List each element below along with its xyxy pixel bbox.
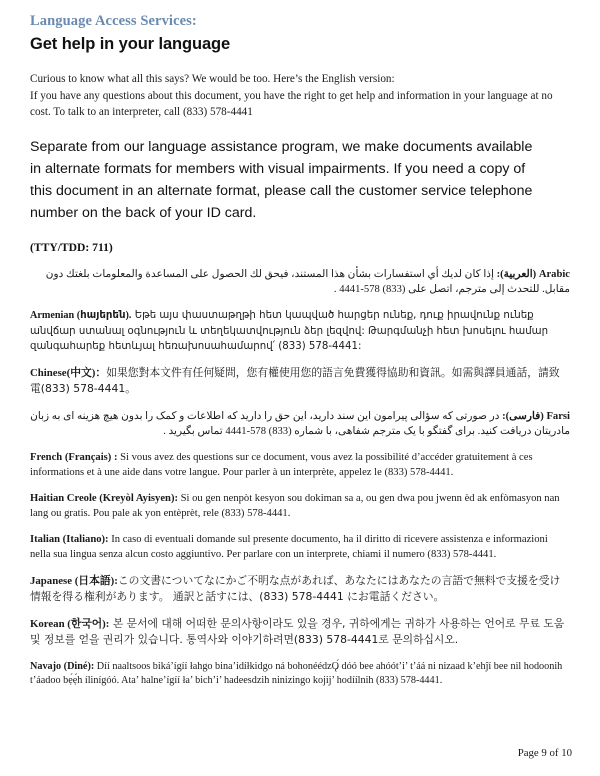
language-block-italian: [30, 532, 570, 562]
language-block-japanese: [30, 573, 570, 605]
language-body-italian: In caso di eventuali domande sul presente documento, ha il diritto di ricevere assistenza e informazioni nella sua lingua senza alcun costo aggiuntivo. Per parlare con un interprete, chiami il numero (833) 578-4441.: [30, 533, 548, 560]
language-body-arabic: إذا كان لديك أي استفسارات بشأن هذا المستند، فيحق لك الحصول على المساعدة والمعلومات بلغتك دون مقابل. للتحدث إلى مترجم، اتصل على (833) 578-4441 .: [45, 269, 570, 296]
english-intro: [30, 71, 570, 120]
language-label-armenian-native: հայերեն: [80, 310, 126, 322]
language-label-french: French (Français) :: [30, 451, 118, 463]
page-number-footer: Page 9 of 10: [517, 747, 572, 759]
language-block-farsi: [30, 409, 570, 439]
language-body-farsi: در صورتی که سؤالی پیرامون این سند دارید، این حق را دارید که اطلاعات و کمک را بدون هیچ هزینه ای به زبان مادریتان دریافت کنید. برای گفتگو با یک مترجم شفاهی، با شماره (833) 578-4441 تماس بگیرید .: [30, 410, 570, 437]
language-body-armenian: Եթե այս փաստաթղթի հետ կապված հարցեր ունեք, դուք իրավունք ունեք անվճար ստանալ օգնություն և տեղեկատվություն ձեր լեզվով: Թարգմանչի հետ խոսելու համար զանգահարեք հետևյալ հեռախոսահամարով՛ (833) 578-4441:: [30, 310, 549, 352]
language-block-armenian: [30, 308, 570, 354]
language-label-japanese: Japanese (日本語):: [30, 574, 118, 587]
language-body-japanese: この文書についてなにかご不明な点があれば、あなたにはあなたの言語で無料で支援を受け情報を得る権利があります。 通訳と話すには、(833) 578-4441 にお電話ください。: [30, 573, 561, 603]
language-body-korean: 본 문서에 대해 어떠한 문의사항이라도 있을 경우, 귀하에게는 귀하가 사용하는 언어로 무료 도움 및 정보를 얻을 권리가 있습니다. 통역사와 이야기하려면(833) 578-4441로 문의하십시오.: [30, 617, 565, 647]
language-label-armenian-latin: Armenian (: [30, 310, 81, 322]
alternate-formats-paragraph: Separate from our language assistance program, we make documents available in alternate formats for members with visual impairments. If you need a copy of this document in an alternate format, please call the customer service telephone number on the back of your ID card.: [30, 139, 533, 222]
language-body-navajo: Díí naaltsoos biká’ígíí łahgo bina’idíłkidgo ná bohonéédzǪ́ dóó bee ahóót’i’ t’áá ni nizaad k’ehĵí bee nil hodoonih t’áadoo bẹ́ẹ́h ílinígóó. Ata’ halne’ígíí ła’ bich’i’ hadeesdzih ninizingo kojĳ’ hodíílnih (833) 578-4441.: [30, 660, 563, 687]
page-content: [30, 13, 570, 700]
page-title: Get help in your language: [30, 34, 231, 53]
tty-tdd-notice: (TTY/TDD: 711): [30, 241, 113, 255]
language-body-chinese: 如果您對本文件有任何疑問，您有權使用您的語言免費獲得協助和資訊。如需與譯員通話，請致電(833) 578-4441。: [30, 366, 560, 396]
language-label-armenian-tail: ).: [125, 310, 132, 322]
language-block-haitian-creole: [30, 491, 570, 521]
language-notices-list: [30, 267, 570, 689]
language-block-chinese: [30, 365, 570, 397]
language-label-arabic: Arabic (العربية):: [496, 269, 570, 281]
language-label-italian: Italian (Italiano):: [30, 533, 109, 545]
intro-line-1: Curious to know what all this says? We would be too. Here’s the English version:: [30, 73, 395, 86]
language-body-haitian-creole: Si ou gen nenpòt kesyon sou dokiman sa a, ou gen dwa pou jwenn èd ak enfòmasyon nan lang ou gratis. Pou pale ak yon entèprèt, rele (833) 578-4441.: [30, 492, 560, 519]
language-block-french: [30, 450, 570, 480]
language-block-navajo: [30, 660, 570, 690]
language-label-farsi: Farsi (فارسی):: [502, 410, 570, 422]
page-eyebrow-title: Language Access Services:: [30, 13, 197, 29]
language-block-arabic: [30, 267, 570, 297]
language-body-french: Si vous avez des questions sur ce document, vous avez la possibilité d’accéder gratuitement à ces informations et à une aide dans votre langue. Pour parler à un interprète, appelez le (833) 578-4441.: [30, 451, 533, 478]
language-label-navajo: Navajo (Diné):: [30, 660, 95, 672]
language-label-chinese: Chinese(中文)：: [30, 367, 107, 380]
language-block-korean: [30, 616, 570, 648]
language-label-armenian: [30, 310, 131, 321]
language-label-haitian-creole: Haitian Creole (Kreyòl Ayisyen):: [30, 492, 178, 504]
language-label-korean: Korean (한국어):: [30, 618, 110, 631]
intro-line-2: If you have any questions about this document, you have the right to get help and information in your language at no cost. To talk to an interpreter, call (833) 578-4441: [30, 89, 553, 118]
